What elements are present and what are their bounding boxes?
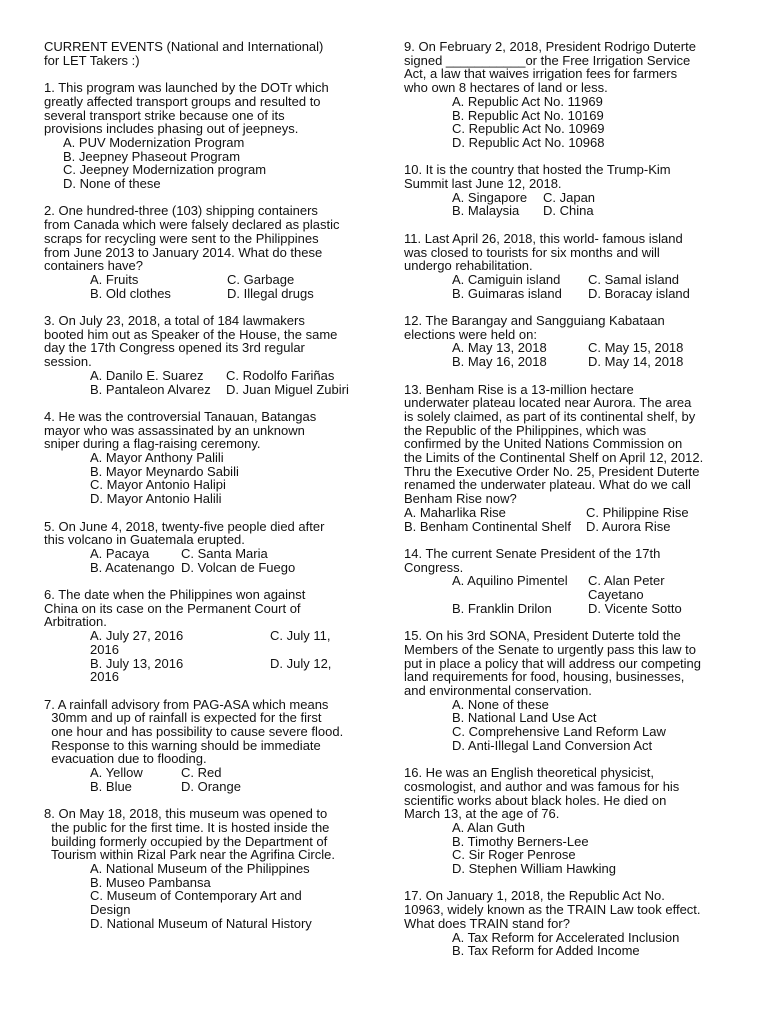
question-stem-line: Summit last June 12, 2018. bbox=[404, 176, 562, 192]
answer-option: B. Museo Pambansa bbox=[90, 874, 211, 890]
question-stem-line: 5. On June 4, 2018, twenty-five people died after bbox=[44, 518, 325, 534]
answer-option: B. Old clothes bbox=[90, 285, 171, 301]
question-stem-line: this volcano in Guatemala erupted. bbox=[44, 532, 245, 548]
answer-option-row bbox=[404, 506, 746, 520]
question-stem-line: booted him out as Speaker of the House, the same bbox=[44, 326, 338, 342]
answer-option-row bbox=[404, 191, 746, 205]
answer-option: D. None of these bbox=[63, 176, 161, 192]
question-item bbox=[44, 81, 386, 191]
answer-option: A. Maharlika Rise bbox=[404, 504, 506, 520]
question-stem-line: 9. On February 2, 2018, President Rodrigo Duterte bbox=[404, 39, 696, 54]
answer-option-row bbox=[44, 561, 386, 575]
answer-option: D. National Museum of Natural History bbox=[90, 915, 312, 931]
answer-option: C. Jeepney Modernization program bbox=[63, 162, 267, 178]
question-stem-line: 16. He was an English theoretical physicist, bbox=[404, 765, 655, 781]
question-item bbox=[44, 314, 386, 396]
answer-option bbox=[452, 588, 588, 602]
answer-option: A. Aquilino Pimentel bbox=[452, 573, 568, 589]
answer-option: C. Red bbox=[181, 765, 222, 781]
question-stem-line: put in place a policy that will address our competing bbox=[404, 655, 701, 671]
question-stem-line: is solely claimed, as part of its continental shelf, by bbox=[404, 408, 696, 424]
answer-option: D. Juan Miguel Zubiri bbox=[226, 381, 349, 397]
question-stem-line: 17. On January 1, 2018, the Republic Act No. bbox=[404, 888, 665, 904]
answer-option: D. Republic Act No. 10968 bbox=[452, 134, 605, 150]
answer-option: C. Comprehensive Land Reform Law bbox=[452, 724, 666, 740]
answer-option: C. Samal island bbox=[588, 271, 680, 287]
question-item bbox=[44, 588, 386, 684]
question-stem-line: 11. Last April 26, 2018, this world- famous island bbox=[404, 230, 683, 246]
question-stem-line: underwater plateau located near Aurora. The area bbox=[404, 395, 692, 411]
question-stem-line: scientific works about black holes. He died on bbox=[404, 792, 667, 808]
question-stem-line: cosmologist, and author and was famous for his bbox=[404, 778, 680, 794]
answer-option: B. Mayor Meynardo Sabili bbox=[90, 463, 239, 479]
question-stem-line: undergo rehabilitation. bbox=[404, 258, 533, 274]
answer-option: C. Santa Maria bbox=[181, 545, 268, 561]
answer-option: C. May 15, 2018 bbox=[588, 340, 684, 356]
question-stem-line: 8. On May 18, 2018, this museum was opened to bbox=[44, 806, 328, 822]
question-stem-line: mayor who was assassinated by an unknown bbox=[44, 422, 305, 438]
answer-option-row bbox=[44, 287, 386, 301]
question-stem-line: several transport strike because one of its bbox=[44, 107, 285, 123]
title-line: for LET Takers :) bbox=[44, 52, 140, 68]
question-stem-line: 14. The current Senate President of the 17th bbox=[404, 545, 661, 561]
question-stem-line: March 13, at the age of 76. bbox=[404, 806, 560, 822]
answer-option: Cayetano bbox=[588, 587, 644, 603]
answer-option: A. Alan Guth bbox=[452, 819, 525, 835]
question-stem-line: the public for the first time. It is hosted inside the bbox=[44, 819, 330, 835]
answer-option: B. Jeepney Phaseout Program bbox=[63, 148, 241, 164]
question-stem-line: Arbitration. bbox=[44, 614, 107, 630]
question-stem-line: What does TRAIN stand for? bbox=[404, 915, 570, 931]
answer-option-row bbox=[404, 588, 746, 602]
answer-option: D. May 14, 2018 bbox=[588, 354, 684, 370]
answer-option: A. May 13, 2018 bbox=[452, 340, 547, 356]
question-item bbox=[404, 232, 746, 301]
question-item bbox=[404, 629, 746, 752]
answer-option: B. May 16, 2018 bbox=[452, 354, 547, 370]
question-stem-line: from June 2013 to January 2014. What do these bbox=[44, 244, 323, 260]
answer-option: A. National Museum of the Philippines bbox=[90, 861, 310, 877]
question-stem-line: and environmental conservation. bbox=[404, 682, 592, 698]
answer-option-row bbox=[44, 629, 386, 643]
answer-option: A. Fruits bbox=[90, 271, 139, 287]
question-stem-line: 30mm and up of rainfall is expected for the first bbox=[44, 710, 322, 726]
question-stem-line: elections were held on: bbox=[404, 326, 537, 342]
answer-option: D. Aurora Rise bbox=[586, 518, 671, 534]
question-stem-line: Congress. bbox=[404, 559, 464, 575]
title-line: CURRENT EVENTS (National and International) bbox=[44, 39, 324, 54]
answer-option: B. National Land Use Act bbox=[452, 710, 597, 726]
question-stem-line: provisions includes phasing out of jeepneys. bbox=[44, 121, 299, 137]
answer-option: B. Acatenango bbox=[90, 559, 175, 575]
answer-option: D. Orange bbox=[181, 778, 241, 794]
question-item bbox=[404, 163, 746, 218]
answer-option: D. July 12, bbox=[270, 655, 332, 671]
question-stem-line: signed ___________or the Free Irrigation Service bbox=[404, 52, 691, 68]
left-column bbox=[44, 40, 386, 944]
answer-option: B. July 13, 2016 bbox=[90, 655, 184, 671]
question-stem-line: 4. He was the controversial Tanauan, Batangas bbox=[44, 408, 317, 424]
question-item bbox=[44, 204, 386, 300]
answer-option: C. Japan bbox=[543, 189, 596, 205]
question-stem-line: Response to this warning should be immediate bbox=[44, 737, 321, 753]
question-stem-line: 10. It is the country that hosted the Trump-Kim bbox=[404, 162, 671, 178]
answer-option-row bbox=[44, 369, 386, 383]
answer-option-row bbox=[44, 383, 386, 397]
answer-option: Design bbox=[90, 902, 131, 918]
question-stem-line: scraps for recycling were sent to the Philippines bbox=[44, 230, 319, 246]
answer-option-row bbox=[404, 355, 746, 369]
answer-option-row bbox=[44, 273, 386, 287]
answer-option-row bbox=[404, 273, 746, 287]
question-stem-line: 3. On July 23, 2018, a total of 184 lawmakers bbox=[44, 313, 305, 329]
answer-option: D. Boracay island bbox=[588, 285, 690, 301]
question-item bbox=[404, 40, 746, 150]
answer-option: C. Republic Act No. 10969 bbox=[452, 121, 605, 137]
question-stem-line: the Republic of the Philippines, which was bbox=[404, 422, 647, 438]
answer-option-row bbox=[44, 643, 386, 657]
answer-option: D. Stephen William Hawking bbox=[452, 861, 617, 877]
question-stem-line: one hour and has possibility to cause severe flood. bbox=[44, 724, 344, 740]
answer-option: D. China bbox=[543, 203, 594, 219]
question-stem-line: land requirements for food, housing, businesses, bbox=[404, 669, 685, 685]
answer-option-row bbox=[404, 574, 746, 588]
answer-option: B. Guimaras island bbox=[452, 285, 562, 301]
question-stem-line: day the 17th Congress opened its 3rd regular bbox=[44, 340, 305, 356]
answer-option: A. Tax Reform for Accelerated Inclusion bbox=[452, 929, 680, 945]
answer-option-row bbox=[44, 657, 386, 671]
question-stem-line: renamed the underwater plateau. What do we call bbox=[404, 477, 691, 493]
answer-option: A. Danilo E. Suarez bbox=[90, 367, 204, 383]
answer-option: C. Sir Roger Penrose bbox=[452, 847, 576, 863]
answer-option: D. Volcan de Fuego bbox=[181, 559, 296, 575]
question-stem-line: sniper during a flag-raising ceremony. bbox=[44, 436, 261, 452]
question-item bbox=[44, 698, 386, 794]
answer-option: A. None of these bbox=[452, 696, 549, 712]
answer-option: A. Singapore bbox=[452, 189, 528, 205]
question-stem-line: Members of the Senate to urgently pass this law to bbox=[404, 641, 696, 657]
question-stem-line: the Limits of the Continental Shelf on April 12, 2012. bbox=[404, 450, 704, 466]
answer-option: A. Camiguin island bbox=[452, 271, 561, 287]
question-item bbox=[44, 520, 386, 575]
answer-option-row bbox=[404, 341, 746, 355]
question-stem-line: 10963, widely known as the TRAIN Law took effect. bbox=[404, 902, 701, 918]
question-item bbox=[404, 889, 746, 958]
answer-option: A. Yellow bbox=[90, 765, 143, 781]
answer-option: B. Franklin Drilon bbox=[452, 600, 552, 616]
answer-option: B. Timothy Berners-Lee bbox=[452, 833, 589, 849]
question-stem-line: from Canada which were falsely declared as plastic bbox=[44, 217, 340, 233]
question-item bbox=[44, 807, 386, 930]
question-stem-line: Act, a law that waives irrigation fees for farmers bbox=[404, 66, 678, 82]
document-title bbox=[44, 40, 386, 67]
question-stem-line: 13. Benham Rise is a 13-million hectare bbox=[404, 381, 634, 397]
question-stem-line: Tourism within Rizal Park near the Agrifina Circle. bbox=[44, 847, 335, 863]
answer-option: C. Museum of Contemporary Art and bbox=[90, 888, 302, 904]
answer-option: C. July 11, bbox=[270, 628, 331, 644]
question-stem-line: 15. On his 3rd SONA, President Duterte told the bbox=[404, 628, 681, 644]
answer-option: D. Illegal drugs bbox=[227, 285, 314, 301]
question-stem-line: session. bbox=[44, 354, 92, 370]
question-stem-line: containers have? bbox=[44, 258, 144, 274]
answer-option-row bbox=[404, 204, 746, 218]
answer-option: A. PUV Modernization Program bbox=[63, 134, 245, 150]
question-item bbox=[404, 766, 746, 876]
answer-option: B. Blue bbox=[90, 778, 132, 794]
answer-option-row bbox=[44, 766, 386, 780]
answer-option: A. Republic Act No. 11969 bbox=[452, 93, 603, 109]
answer-option: C. Garbage bbox=[227, 271, 295, 287]
question-stem-line: 1. This program was launched by the DOTr which bbox=[44, 80, 329, 96]
answer-option: C. Rodolfo Fariñas bbox=[226, 367, 335, 383]
answer-option: B. Pantaleon Alvarez bbox=[90, 381, 211, 397]
question-stem-line: building formerly occupied by the Department of bbox=[44, 833, 328, 849]
answer-option: D. Vicente Sotto bbox=[588, 600, 682, 616]
question-stem-line: Thru the Executive Order No. 25, President Duterte bbox=[404, 463, 700, 479]
answer-option: A. Mayor Anthony Palili bbox=[90, 450, 224, 466]
question-stem-line: was closed to tourists for six months and will bbox=[404, 244, 660, 260]
question-stem-line: 6. The date when the Philippines won against bbox=[44, 587, 306, 603]
answer-option: C. Mayor Antonio Halipi bbox=[90, 477, 226, 493]
answer-option-row bbox=[404, 287, 746, 301]
answer-option: D. Mayor Antonio Halili bbox=[90, 491, 222, 507]
answer-option: B. Republic Act No. 10169 bbox=[452, 107, 604, 123]
question-item bbox=[44, 410, 386, 506]
question-stem-line: who own 8 hectares of land or less. bbox=[404, 80, 608, 96]
question-stem-line: 7. A rainfall advisory from PAG-ASA which means bbox=[44, 696, 329, 712]
question-stem-line: confirmed by the United Nations Commission on bbox=[404, 436, 683, 452]
answer-option: 2016 bbox=[90, 641, 119, 657]
answer-option: A. Pacaya bbox=[90, 545, 150, 561]
question-stem-line: China on its case on the Permanent Court of bbox=[44, 600, 301, 616]
question-stem-line: 12. The Barangay and Sangguiang Kabataan bbox=[404, 313, 665, 329]
answer-option: D. Anti-Illegal Land Conversion Act bbox=[452, 737, 653, 753]
question-stem-line: greatly affected transport groups and resulted to bbox=[44, 93, 321, 109]
answer-option-row bbox=[44, 547, 386, 561]
answer-option: A. July 27, 2016 bbox=[90, 628, 184, 644]
answer-option: 2016 bbox=[90, 669, 119, 685]
answer-option: B. Malaysia bbox=[452, 203, 520, 219]
question-item bbox=[404, 383, 746, 534]
answer-option-row bbox=[44, 670, 386, 684]
right-column bbox=[404, 40, 746, 972]
answer-option: B. Tax Reform for Added Income bbox=[452, 943, 640, 959]
answer-option: B. Benham Continental Shelf bbox=[404, 518, 571, 534]
question-stem-line: 2. One hundred-three (103) shipping containers bbox=[44, 203, 318, 219]
answer-option-row bbox=[404, 520, 746, 534]
question-item bbox=[404, 547, 746, 616]
answer-option: C. Alan Peter bbox=[588, 573, 665, 589]
question-item bbox=[404, 314, 746, 369]
answer-option: C. Philippine Rise bbox=[586, 504, 689, 520]
answer-option-row bbox=[44, 780, 386, 794]
question-stem-line: evacuation due to flooding. bbox=[44, 751, 207, 767]
question-stem-line: Benham Rise now? bbox=[404, 491, 517, 507]
answer-option-row bbox=[404, 602, 746, 616]
